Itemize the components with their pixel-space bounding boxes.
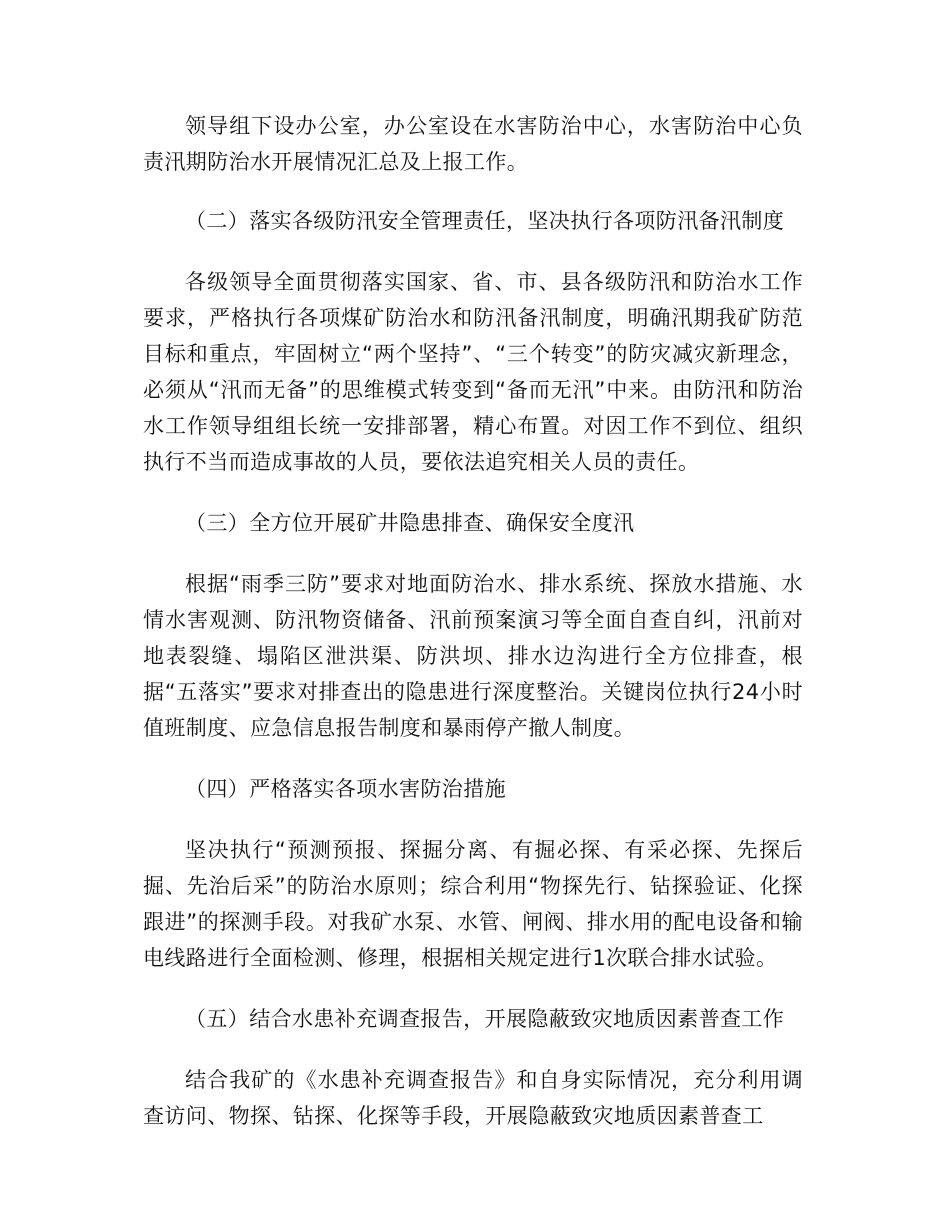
section-heading-3: （三）全方位开展矿井隐患排查、确保安全度汛 [185, 511, 635, 535]
paragraph-water-measures: 坚决执行“预测预报、探掘分离、有掘必探、有采必探、先探后掘、先治后采”的防治水原则；综合利用“物探先行、钻探验证、化探跟进”的探测手段。对我矿水泵、水管、闸阀、排水用的配电设备和输电线路进行全面检测、修理，根据相关规定进行1次联合排水试验。 [143, 838, 803, 970]
section-heading-2: （二）落实各级防汛安全管理责任，坚决执行各项防汛备汛制度 [185, 209, 785, 233]
paragraph-office-setup: 领导组下设办公室，办公室设在水害防治中心，水害防治中心负责汛期防治水开展情况汇总及上报工作。 [143, 114, 803, 174]
document-body [143, 108, 803, 1134]
paragraph-geological-survey: 结合我矿的《水患补充调查报告》和自身实际情况，充分利用调查访问、物探、钻探、化探等手段，开展隐蔽致灾地质因素普查工 [143, 1068, 803, 1128]
section-heading-5: （五）结合水患补充调查报告，开展隐蔽致灾地质因素普查工作 [185, 1007, 785, 1031]
section-heading-4: （四）严格落实各项水害防治措施 [185, 777, 506, 801]
paragraph-hazard-inspection: 根据“雨季三防”要求对地面防治水、排水系统、探放水措施、水情水害观测、防汛物资储备、汛前预案演习等全面自查自纠，汛前对地表裂缝、塌陷区泄洪渠、防洪坝、排水边沟进行全方位排查，根据“五落实”要求对排查出的隐患进行深度整治。关键岗位执行24小时值班制度、应急信息报告制度和暴雨停产撤人制度。 [143, 572, 803, 740]
paragraph-responsibility: 各级领导全面贯彻落实国家、省、市、县各级防汛和防治水工作要求，严格执行各项煤矿防治水和防汛备汛制度，明确汛期我矿防范目标和重点，牢固树立“两个坚持”、“三个转变”的防灾减灾新理念，必须从“汛而无备”的思维模式转变到“备而无汛”中来。由防汛和防治水工作领导组组长统一安排部署，精心布置。对因工作不到位、组织执行不当而造成事故的人员，要依法追究相关人员的责任。 [143, 270, 803, 474]
